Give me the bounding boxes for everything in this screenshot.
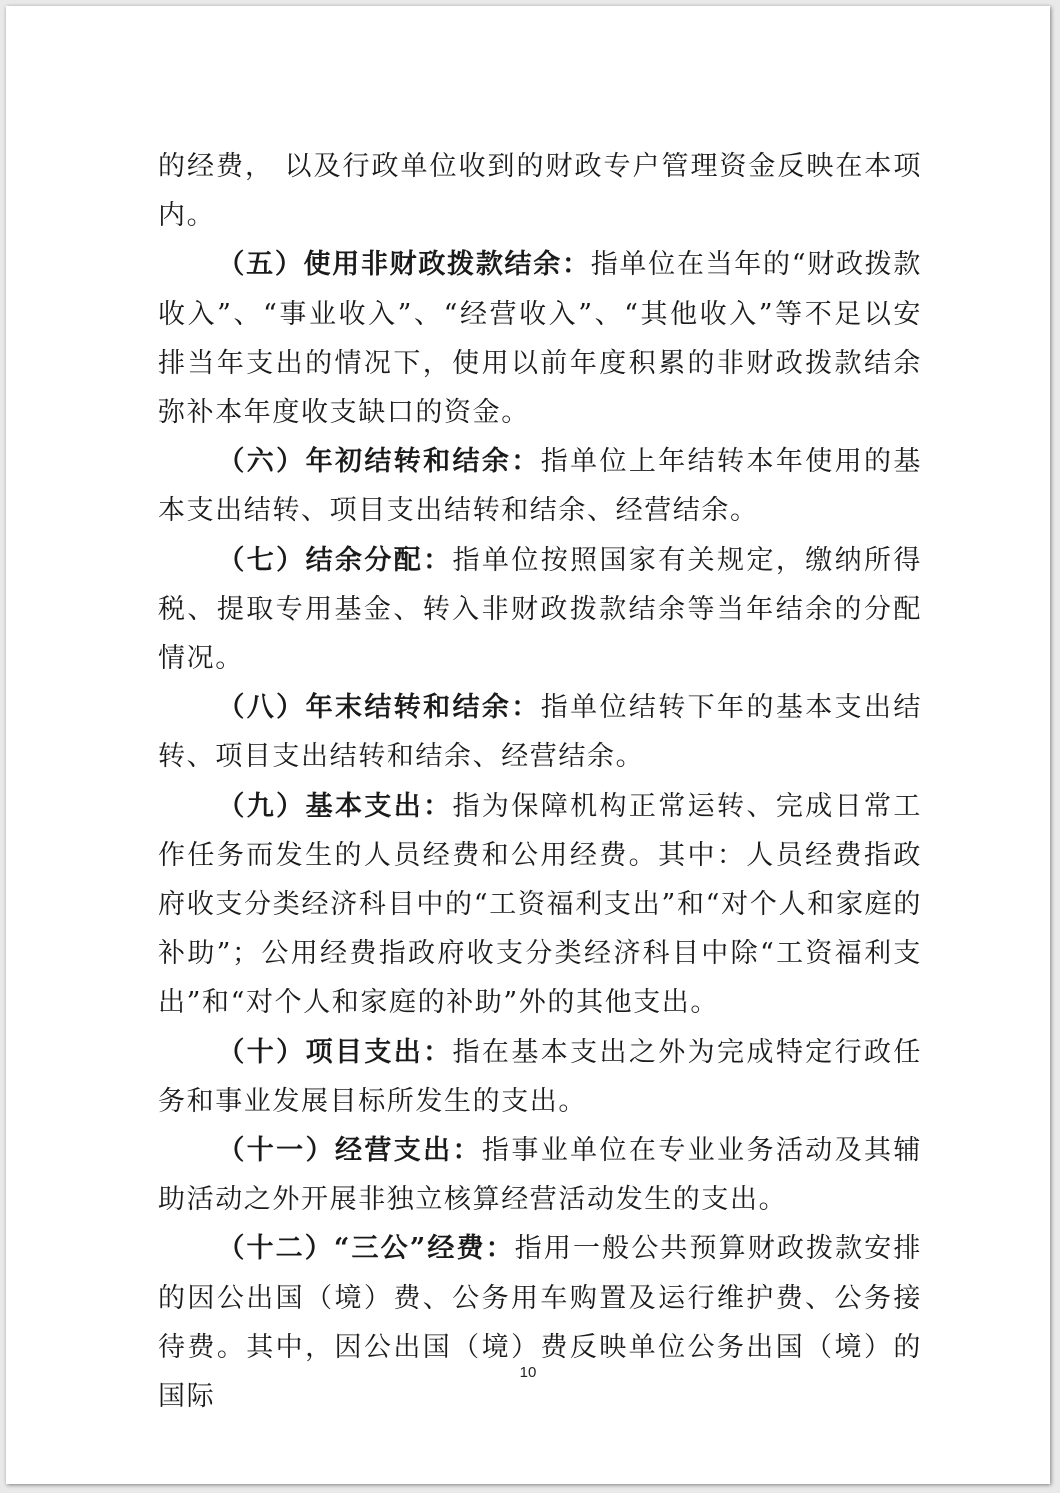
term-label: （八）年末结转和结余： <box>217 692 541 724</box>
paragraph <box>158 536 922 684</box>
paragraph-text: 指在基本支出之外为完成特定行政任务和事业发展目标所发生的支出。 <box>158 1036 922 1117</box>
body-text <box>158 142 922 1421</box>
term-label: （七）结余分配： <box>217 544 453 576</box>
paragraph <box>158 782 922 1028</box>
paragraph <box>158 142 922 240</box>
paragraph-text: 指用一般公共预算财政拨款安排的因公出国（境）费、公务用车购置及运行维护费、公务接待费。其中，因公出国（境）费反映单位公务出国（境）的国际 <box>158 1233 922 1413</box>
paragraph <box>158 240 922 437</box>
paragraph <box>158 1028 922 1126</box>
document-page <box>6 6 1050 1484</box>
term-label: （十）项目支出： <box>217 1036 453 1068</box>
term-label: （十二）“三公”经费： <box>217 1233 515 1265</box>
paragraph-text: 指单位结转下年的基本支出结转、项目支出结转和结余、经营结余。 <box>158 692 922 773</box>
term-label: （九）基本支出： <box>217 790 453 822</box>
term-label: （六）年初结转和结余： <box>217 446 541 478</box>
paragraph <box>158 1224 922 1421</box>
paragraph-text: 指为保障机构正常运转、完成日常工作任务而发生的人员经费和公用经费。其中：人员经费指政府收支分类经济科目中的“工资福利支出”和“对个人和家庭的补助”；公用经费指政府收支分类经济科目中除“工资福利支出”和“对个人和家庭的补助”外的其他支出。 <box>158 790 922 1019</box>
paragraph <box>158 683 922 781</box>
paragraph <box>158 1126 922 1224</box>
term-label: （五）使用非财政拨款结余： <box>217 249 591 281</box>
paragraph-text: 指单位在当年的“财政拨款收入”、“事业收入”、“经营收入”、“其他收入”等不足以安排当年支出的情况下，使用以前年度积累的非财政拨款结余弥补本年度收支缺口的资金。 <box>158 249 922 429</box>
paragraph-text: 指事业单位在专业业务活动及其辅助活动之外开展非独立核算经营活动发生的支出。 <box>158 1135 923 1216</box>
paragraph <box>158 437 922 535</box>
paragraph-text: 指单位按照国家有关规定，缴纳所得税、提取专用基金、转入非财政拨款结余等当年结余的分配情况。 <box>158 544 922 675</box>
paragraph-text: 的经费， 以及行政单位收到的财政专户管理资金反映在本项内。 <box>158 151 922 232</box>
page-number: 10 <box>519 1364 537 1381</box>
paragraph-text: 指单位上年结转本年使用的基本支出结转、项目支出结转和结余、经营结余。 <box>158 446 922 527</box>
term-label: （十一）经营支出： <box>217 1135 482 1167</box>
